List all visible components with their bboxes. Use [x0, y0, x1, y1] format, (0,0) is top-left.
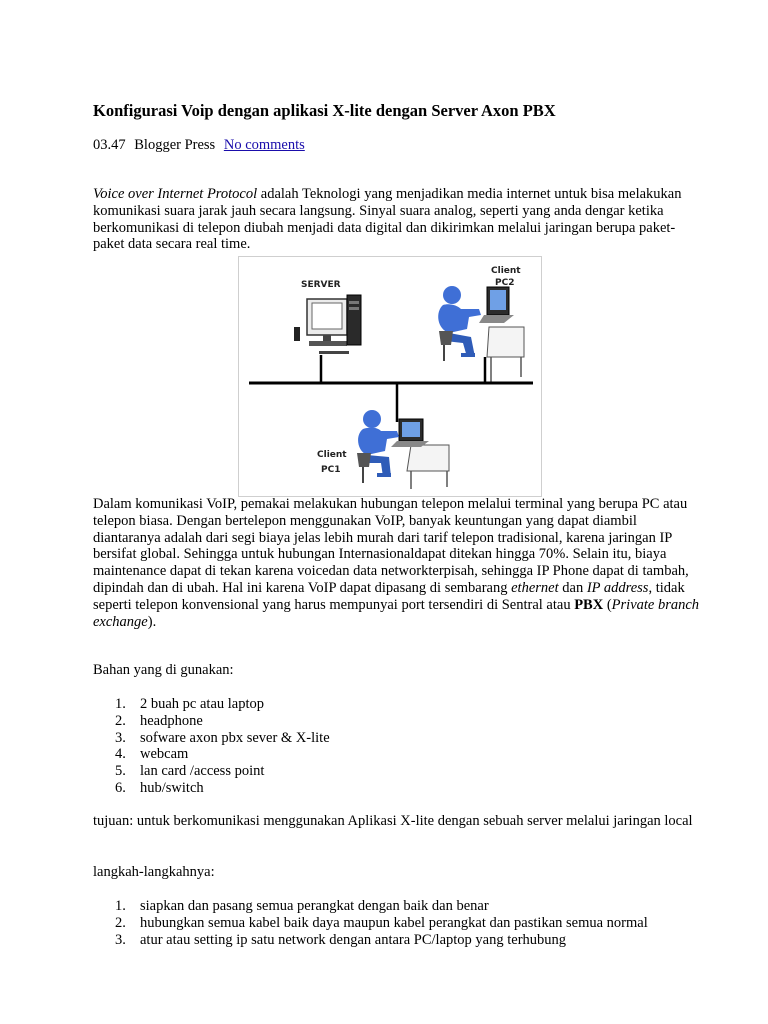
list-item: 2. hubungkan semua kabel baik daya maupun kabel perangkat dan pastikan semua normal — [115, 914, 648, 931]
client2-label-2: PC2 — [495, 278, 515, 288]
p1-dan: dan — [558, 579, 587, 596]
p1-pbx: PBX — [574, 596, 604, 613]
client1-label-1: Client — [317, 450, 347, 460]
comments-link[interactable]: No comments — [223, 137, 305, 153]
list-item: 6. hub/switch — [115, 779, 204, 796]
materials-heading: Bahan yang di gunakan: — [93, 662, 234, 678]
p1-close: ). — [147, 613, 157, 630]
intro-paragraph — [93, 186, 703, 253]
post-title: Konfigurasi Voip dengan aplikasi X-lite dengan Server Axon PBX — [93, 101, 556, 120]
network-diagram — [238, 256, 542, 497]
intro-text: adalah Teknologi yang menjadikan media internet untuk bisa melakukan komunikasi suara jarak jauh secara langsung. Sinyal suara analog, seperti yang anda dengar ketika berkomunikasi di telepon diubah menjadi data digital dan dikirimkan melalui jaringan berupa paket-paket data secara real time. — [93, 186, 682, 253]
list-item: 3. atur atau setting ip satu network dengan antara PC/laptop yang terhubung — [115, 931, 567, 948]
voip-term: Voice over Internet Protocol — [93, 186, 258, 202]
p1-ip-address: IP address — [586, 579, 649, 596]
steps-list — [93, 898, 703, 948]
client2-label-1: Client — [491, 266, 521, 276]
client1-label-2: PC1 — [321, 465, 341, 475]
steps-heading: langkah-langkahnya: — [93, 864, 215, 880]
list-item: 1. 2 buah pc atau laptop — [115, 696, 265, 712]
materials-list — [93, 696, 703, 797]
list-item: 4. webcam — [115, 746, 189, 763]
list-item: 3. sofware axon pbx sever & X-lite — [115, 729, 330, 746]
list-item: 2. headphone — [115, 712, 203, 729]
post-author[interactable]: Blogger Press — [134, 137, 216, 153]
list-item: 1. siapkan dan pasang semua perangkat dengan baik dan benar — [115, 898, 489, 914]
p1-rest: , tidak seperti telepon konvensional yang harus mempunyai port tersendiri di Sentral atau — [93, 579, 685, 613]
list-item: 5. lan card /access point — [115, 763, 265, 780]
network-diagram-svg — [239, 257, 541, 496]
body-paragraph — [93, 496, 703, 630]
post-meta — [93, 137, 305, 154]
p1-open: ( — [603, 596, 612, 613]
post-time: 03.47 — [93, 137, 126, 153]
goal-paragraph: tujuan: untuk berkomunikasi menggunakan Aplikasi X-lite dengan sebuah server melalui jaringan local — [93, 813, 693, 829]
server-label: SERVER — [301, 280, 341, 290]
p1-pbx-full: Private branch exchange — [93, 596, 700, 630]
p1-ethernet: ethernet — [511, 579, 559, 596]
p1-text: Dalam komunikasi VoIP, pemakai melakukan hubungan telepon melalui terminal yang berupa PC atau telepon biasa. Dengan bertelepon menggunakan VoIP, banyak keuntungan yang dapat diambil diantaranya adalah dari segi biaya jelas lebih murah dari tarif telepon tradisional, karena jaringan IP bersifat global. Sehingga untuk hubungan Internasionaldapat ditekan hingga 70%. Selain itu, biaya maintenance dapat di tekan karena voicedan data networkterpisah, sehingga IP Phone dapat di tambah, dipindah dan di ubah. Hal ini karena VoIP dapat dipasang di sembarang — [93, 496, 689, 596]
